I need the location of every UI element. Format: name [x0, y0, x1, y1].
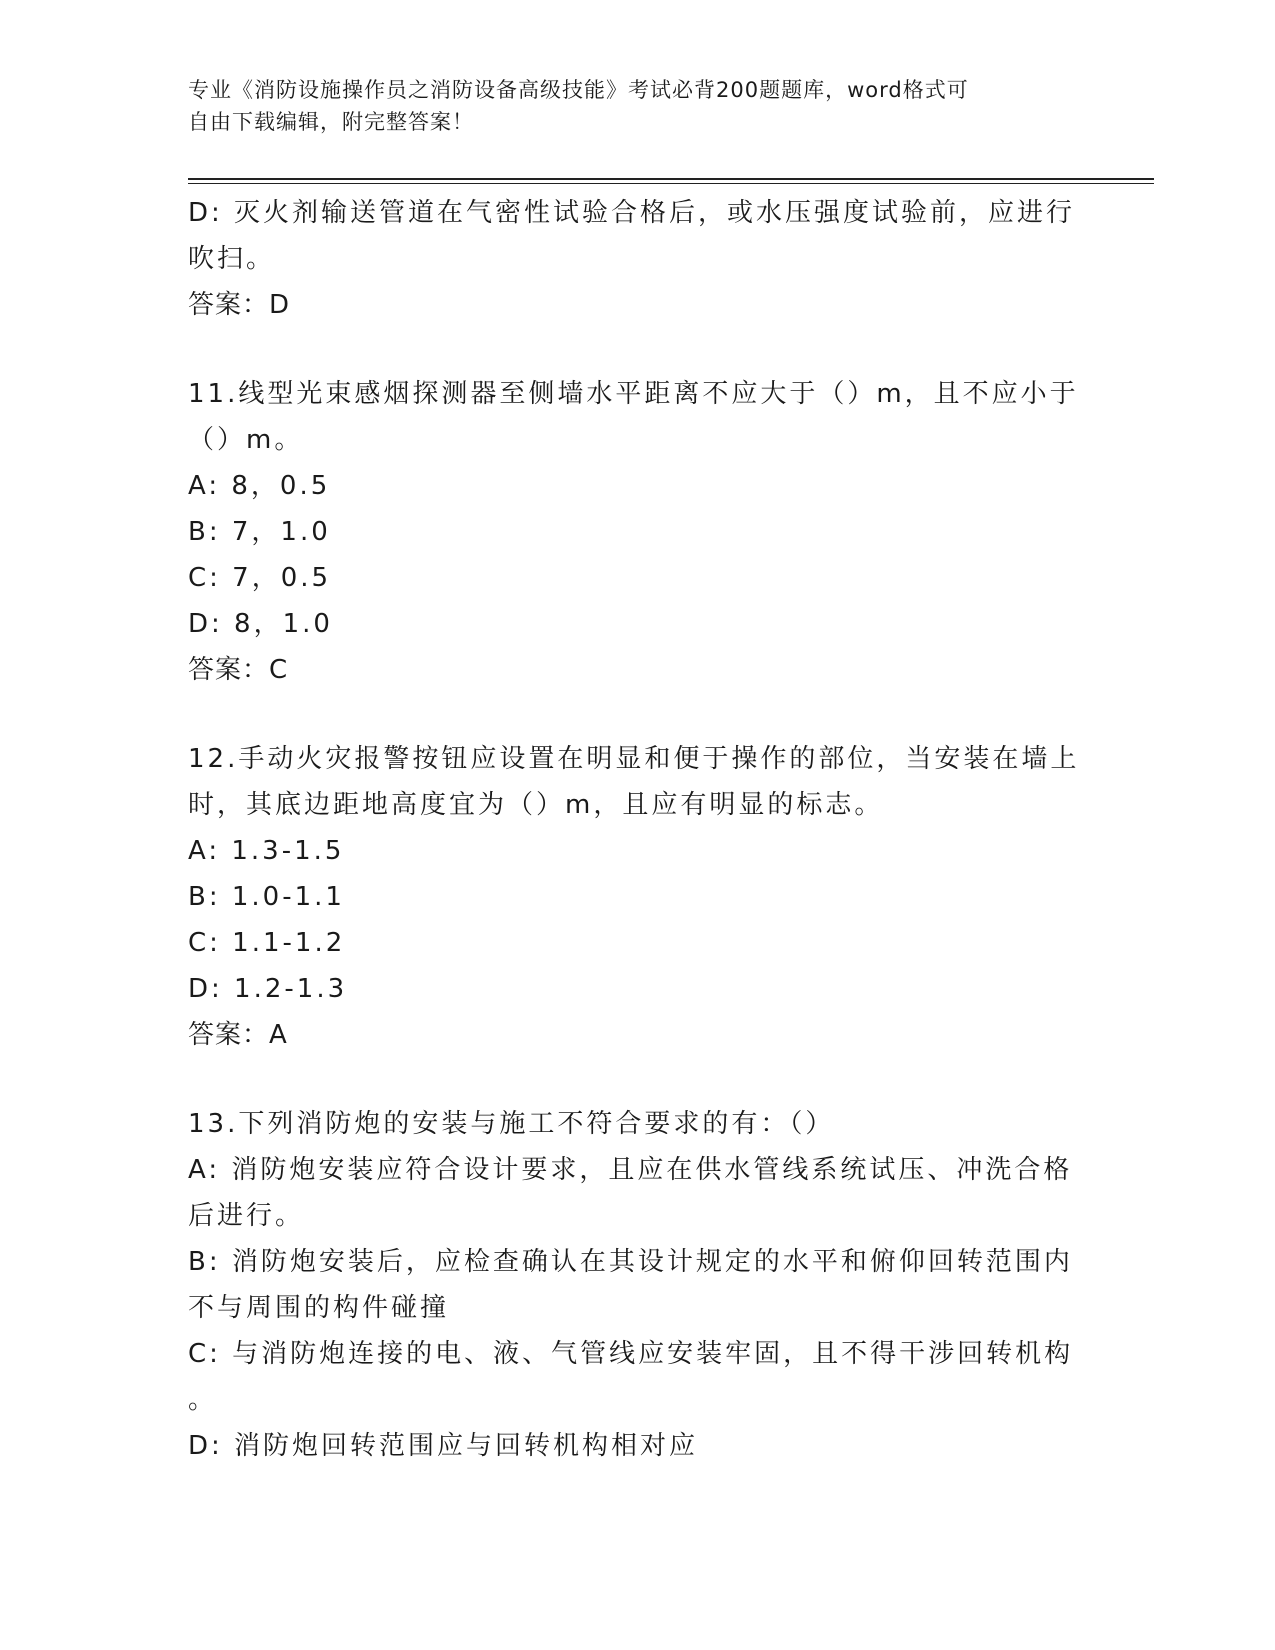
option-b-line-1: B: 消防炮安装后，应检查确认在其设计规定的水平和俯仰回转范围内	[188, 1247, 1073, 1277]
option-d-line-2: 吹扫。	[188, 244, 276, 274]
option-a-line-1: A: 消防炮安装应符合设计要求，且应在供水管线系统试压、冲洗合格	[188, 1155, 1073, 1185]
option-c-line-1: C: 与消防炮连接的电、液、气管线应安装牢固，且不得干涉回转机构	[188, 1339, 1074, 1369]
answer-line: 答案：A	[188, 1020, 288, 1050]
spacer	[188, 693, 1108, 736]
question-stem-line-1: 12.手动火灾报警按钮应设置在明显和便于操作的部位，当安装在墙上	[188, 744, 1080, 774]
header-divider-thick	[188, 178, 1154, 180]
option-d: D: 8，1.0	[188, 609, 333, 639]
answer-line: 答案：D	[188, 290, 291, 320]
option-c-line-2: 。	[188, 1385, 218, 1415]
header-line-1: 专业《消防设施操作员之消防设备高级技能》考试必背200题题库，word格式可	[188, 78, 969, 102]
option-b: B: 1.0-1.1	[188, 882, 345, 912]
option-b: B: 7，1.0	[188, 517, 331, 547]
spacer	[188, 1058, 1108, 1101]
header-line-2: 自由下载编辑，附完整答案！	[188, 110, 474, 134]
question-12	[188, 736, 1108, 1058]
question-stem-line-2: 时，其底边距地高度宜为（）m，且应有明显的标志。	[188, 790, 884, 820]
header-divider-thin	[188, 183, 1154, 184]
question-stem-line-2: （）m。	[188, 425, 304, 455]
option-b-line-2: 不与周围的构件碰撞	[188, 1293, 450, 1323]
option-a: A: 8，0.5	[188, 471, 331, 501]
document-header	[188, 74, 1088, 138]
option-a: A: 1.3-1.5	[188, 836, 345, 866]
question-content	[188, 190, 1108, 1469]
option-c: C: 7，0.5	[188, 563, 332, 593]
question-11	[188, 371, 1108, 693]
answer-line: 答案：C	[188, 655, 289, 685]
option-d: D: 消防炮回转范围应与回转机构相对应	[188, 1431, 699, 1461]
option-a-line-2: 后进行。	[188, 1201, 305, 1231]
option-d-line-1: D: 灭火剂输送管道在气密性试验合格后，或水压强度试验前，应进行	[188, 198, 1076, 228]
question-13	[188, 1101, 1108, 1469]
question-stem-line-1: 11.线型光束感烟探测器至侧墙水平距离不应大于（）m，且不应小于	[188, 379, 1079, 409]
option-c: C: 1.1-1.2	[188, 928, 346, 958]
spacer	[188, 328, 1108, 371]
previous-question-tail	[188, 190, 1108, 328]
question-stem-line-1: 13.下列消防炮的安装与施工不符合要求的有：（）	[188, 1109, 835, 1139]
option-d: D: 1.2-1.3	[188, 974, 348, 1004]
